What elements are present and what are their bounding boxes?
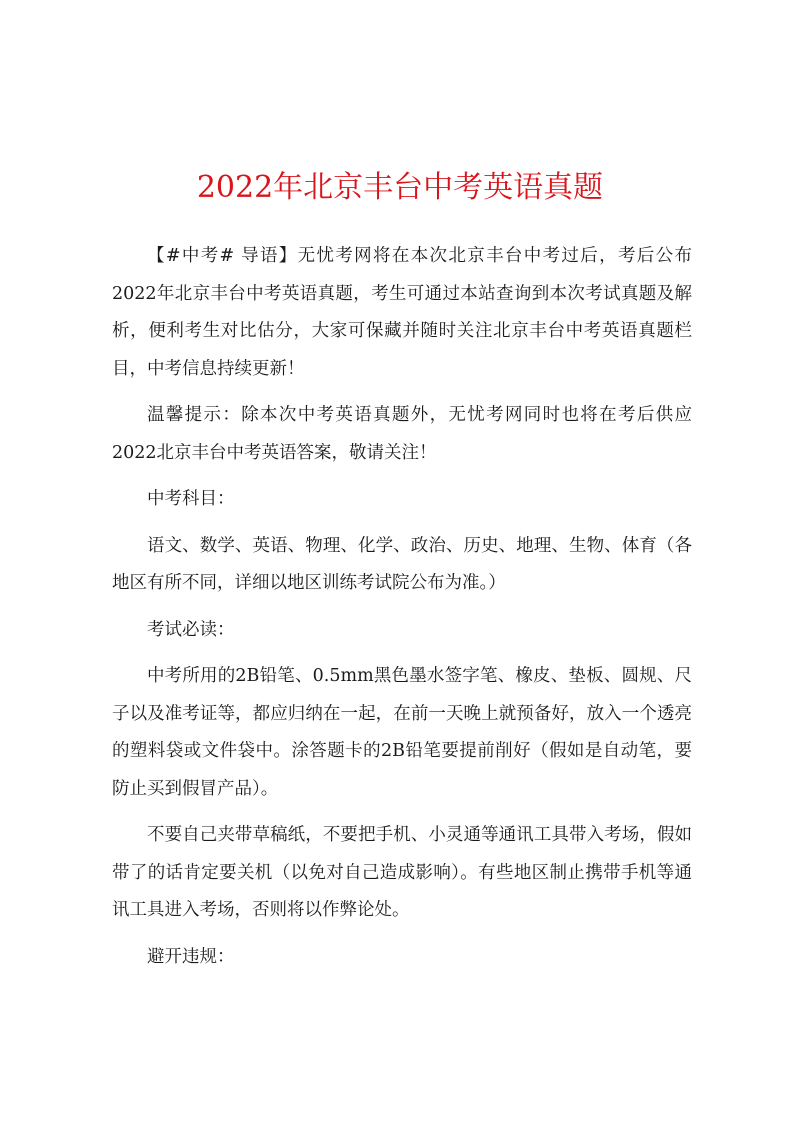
paragraph-subjects-heading: 中考科目： — [147, 489, 235, 509]
paragraph-violations-heading: 避开违规： — [147, 946, 235, 967]
page-title: 2022年北京丰台中考英语真题 — [196, 170, 604, 205]
paragraph-subjects: 语文、数学、英语、物理、化学、政治、历史、地理、生物、体育（各地区有所不同，详细以地区训练考试院公布为准。） — [112, 535, 692, 593]
paragraph-tip: 温馨提示：除本次中考英语真题外，无忧考网同时也将在考后供应2022北京丰台中考英语答案，敬请关注！ — [112, 405, 692, 463]
paragraph-supplies: 中考所用的2B铅笔、0.5mm黑色墨水签字笔、橡皮、垫板、圆规、尺子以及准考证等，都应归纳在一起，在前一天晚上就预备好，放入一个透亮的塑料袋或文件袋中。涂答题卡的2B铅笔要提前削好（假如是自动笔，要防止买到假冒产品）。 — [112, 666, 692, 799]
paragraph-devices: 不要自己夹带草稿纸，不要把手机、小灵通等通讯工具带入考场，假如带了的话肯定要关机（以免对自己造成影响）。有些地区制止携带手机等通讯工具进入考场，否则将以作弊论处。 — [112, 825, 692, 920]
paragraph-intro: 【#中考# 导语】无忧考网将在本次北京丰台中考过后，考后公布2022年北京丰台中考英语真题，考生可通过本站查询到本次考试真题及解析，便利考生对比估分，大家可保藏并随时关注北京丰台中考英语真题栏目，中考信息持续更新！ — [112, 246, 692, 379]
paragraph-must-read-heading: 考试必读： — [147, 619, 235, 640]
document-body — [112, 238, 692, 985]
